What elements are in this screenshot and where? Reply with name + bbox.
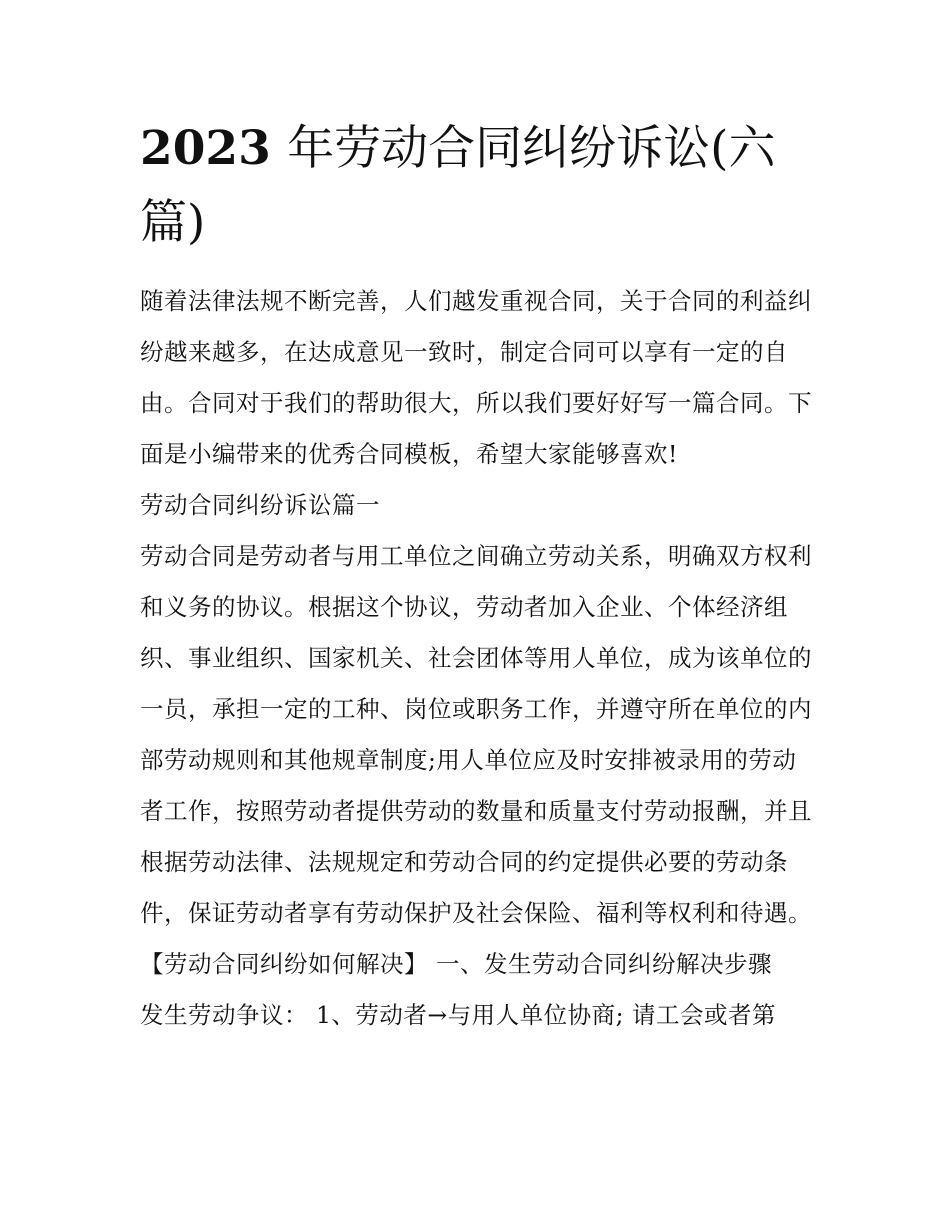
title-text: 年劳动合同纠纷诉讼(六篇) xyxy=(140,121,776,250)
definition-paragraph: 劳动合同是劳动者与用工单位之间确立劳动关系，明确双方权利和义务的协议。根据这个协议，劳动者加入企业、个体经济组织、事业组织、国家机关、社会团体等用人单位，成为该单位的一员，承担一定的工种、岗位或职务工作，并遵守所在单位的内部劳动规则和其他规章制度;用人单位应及时安排被录用的劳动者工作，按照劳动者提供劳动的数量和质量支付劳动报酬，并且根据劳动法律、法规规定和劳动合同的约定提供必要的劳动条件，保证劳动者享有劳动保护及社会保险、福利等权利和待遇。 xyxy=(140,542,812,927)
section-heading: 劳动合同纠纷诉讼篇一 xyxy=(140,491,380,519)
document-title xyxy=(140,112,820,260)
document-body xyxy=(140,276,820,1041)
intro-paragraph: 随着法律法规不断完善，人们越发重视合同，关于合同的利益纠纷越来越多，在达成意见一致时，制定合同可以享有一定的自由。合同对于我们的帮助很大，所以我们要好好写一篇合同。下面是小编带来的优秀合同模板，希望大家能够喜欢! xyxy=(140,287,812,468)
resolution-heading-paragraph: 【劳动合同纠纷如何解决】 一、发生劳动合同纠纷解决步骤 xyxy=(140,950,772,978)
dispute-steps-paragraph: 发生劳动争议： 1、劳动者→与用人单位协商; 请工会或者第 xyxy=(140,1001,776,1029)
title-year: 2023 xyxy=(140,121,271,176)
